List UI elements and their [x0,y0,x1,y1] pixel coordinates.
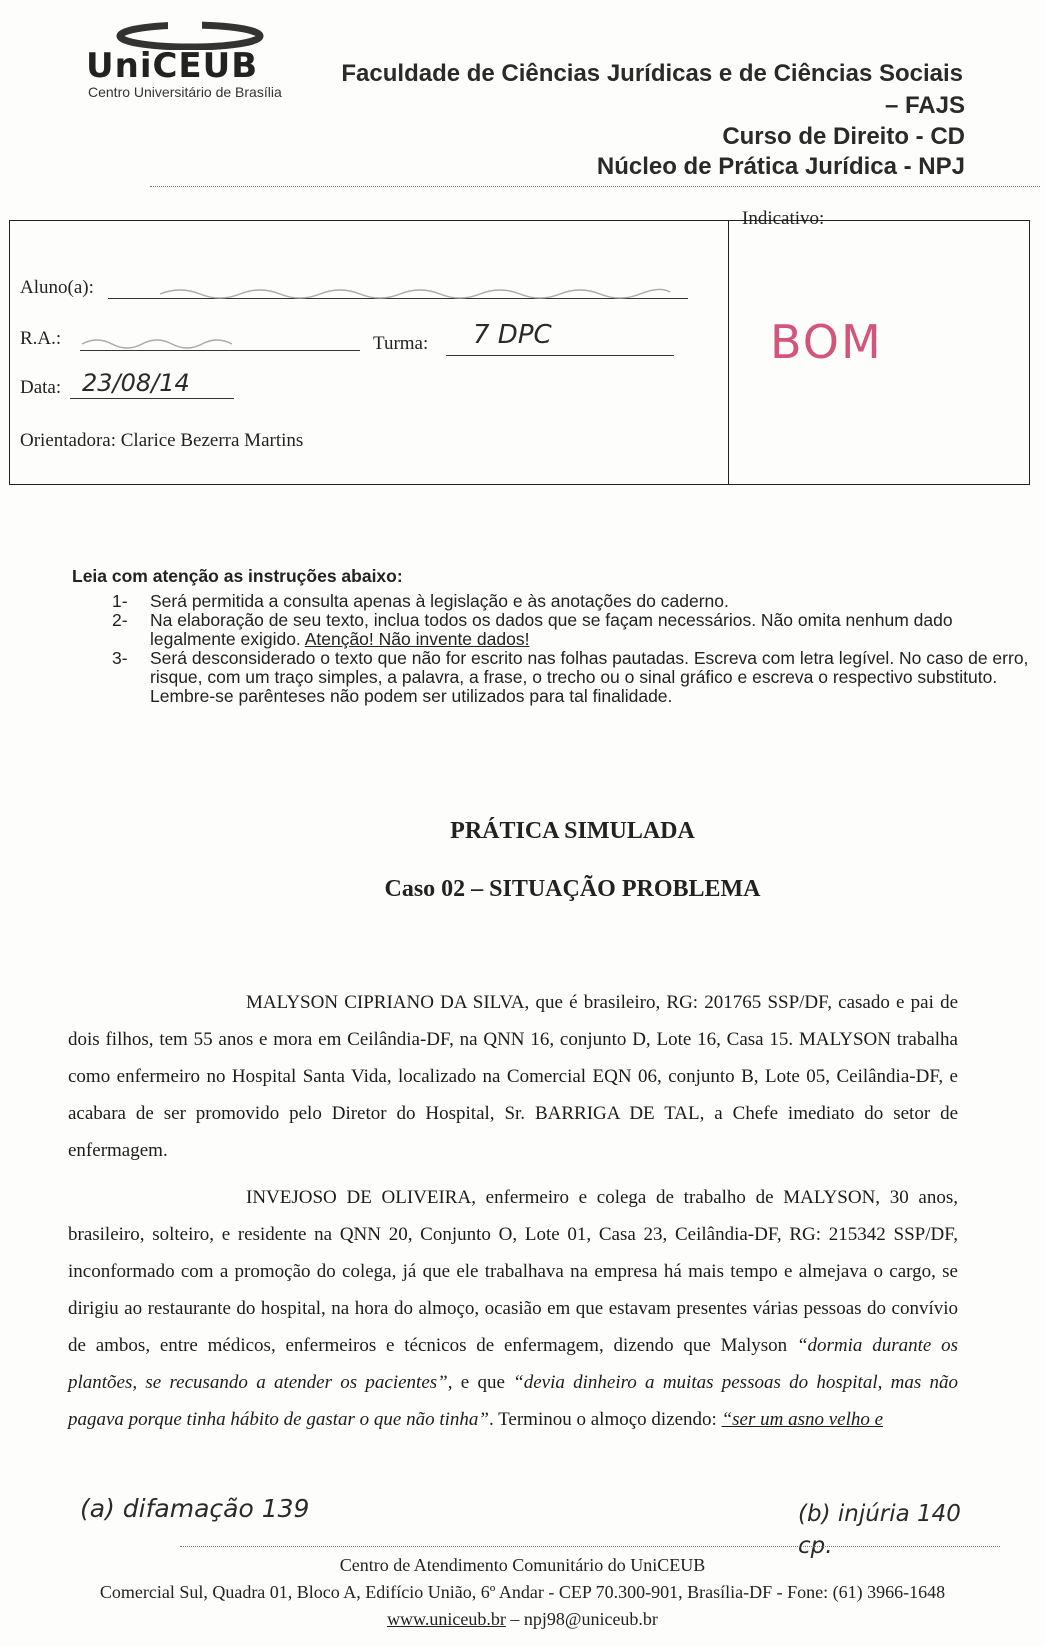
logo-subtitle: Centro Universitário de Brasília [88,84,282,100]
form-divider [728,220,729,485]
margin-note-left: (a) difamação 139 [80,1494,310,1523]
footer-divider [180,1546,1000,1547]
indicativo-grade: BOM [770,315,883,369]
redacted-name-scribble [160,282,680,302]
data-field [70,398,234,399]
nucleus-name: Núcleo de Prática Jurídica - NPJ [596,153,965,180]
quote-3: “ser um asno velho e [721,1409,884,1430]
turma-label: Turma: [373,333,429,354]
turma-value: 7 DPC [473,320,552,350]
quote-1: “dormia durante os plantões, se recusando a atender os pacientes” [68,1335,958,1393]
data-label: Data: [20,377,62,398]
quote-2: “devia dinheiro a muitas pessoas do hospital, mas não pagava porque tinha hábito de gastar o que não tinha” [68,1372,958,1430]
case-body [68,984,958,1438]
margin-note-right: (b) injúria 140 cp. [798,1501,961,1559]
website-link[interactable]: www.uniceub.br [387,1609,506,1629]
aluno-label: Aluno(a): [20,277,94,298]
ra-label: R.A.: [20,328,62,349]
instructions-heading: Leia com atenção as instruções abaixo: [72,566,403,586]
case-title: Caso 02 – SITUAÇÃO PROBLEMA [384,876,761,902]
header-divider [150,186,1040,187]
case-paragraph-1: MALYSON CIPRIANO DA SILVA, que é brasileiro, RG: 201765 SSP/DF, casado e pai de dois filhos, tem 55 anos e mora em Ceilândia-DF, na QNN 16, conjunto D, Lote 16, Casa 15. MALYSON trabalha como enfermeiro no Hospital Santa Vida, localizado na Comercial EQN 06, conjunto B, Lote 05, Ceilândia-DF, e acabara de ser promovido pelo Diretor do Hospital, Sr. BARRIGA DE TAL, a Chefe imediato do setor de enfermagem. [68,992,958,1161]
email-address[interactable]: npj98@uniceub.br [523,1609,658,1629]
faculty-line-1: Faculdade de Ciências Jurídicas e de Ciências Sociais [341,60,963,87]
instructions-list: 1- Será permitida a consulta apenas à legislação e às anotações do caderno. 2- Na elaboração de seu texto, inclua todos os dados que se façam necessários. Não omita nenhum dado legalmente exigido. Atenção! Não invente dados! 3- Será desconsiderado o texto que não for escrito nas folhas pautadas. Escreva com letra legível. No caso de erro, risque, com um traço simples, a palavra, a frase, o trecho ou o sinal gráfico e escreva o respectivo substituto. Lembre-se parênteses não podem ser utilizados para tal finalidade. [112,591,1029,706]
main-title: PRÁTICA SIMULADA [450,818,695,844]
case-paragraph-2: INVEJOSO DE OLIVEIRA, enfermeiro e colega de trabalho de MALYSON, 30 anos, brasileiro, solteiro, e residente na QNN 20, Conjunto O, Lote 01, Casa 23, Ceilândia-DF, RG: 215342 SSP/DF, inconformado com a promoção do colega, já que ele trabalhava na empresa há mais tempo e almejava o cargo, se dirigiu ao restaurante do hospital, na hora do almoço, ocasião em que estavam presentes várias pessoas do convívio de ambos, entre médicos, enfermeiros e técnicos de enfermagem, dizendo que Malyson “dormia durante os plantões, se recusando a atender os pacientes”, e que “devia dinheiro a muitas pessoas do hospital, mas não pagava porque tinha hábito de gastar o que não tinha”. Terminou o almoço dizendo: “ser um asno velho e [68,1187,958,1430]
faculty-line-2: – FAJS [884,92,965,119]
uniceub-logo: UniCEUB [86,46,259,86]
footer-address: Comercial Sul, Quadra 01, Bloco A, Edifício União, 6º Andar - CEP 70.300-901, Brasília-DF - Fone: (61) 3966-1648 [99,1582,946,1602]
course-name: Curso de Direito - CD [722,123,965,150]
redacted-ra-scribble [82,332,262,352]
footer-center-name: Centro de Atendimento Comunitário do UniCEUB [339,1555,706,1575]
indicativo-label: Indicativo: [742,208,825,229]
orientadora-label: Orientadora: Clarice Bezerra Martins [20,430,304,451]
footer-contact: www.uniceub.br – npj98@uniceub.br [387,1609,658,1629]
turma-field [446,355,674,356]
data-value: 23/08/14 [82,369,190,397]
emphasis-warning: Atenção! Não invente dados! [304,629,530,649]
